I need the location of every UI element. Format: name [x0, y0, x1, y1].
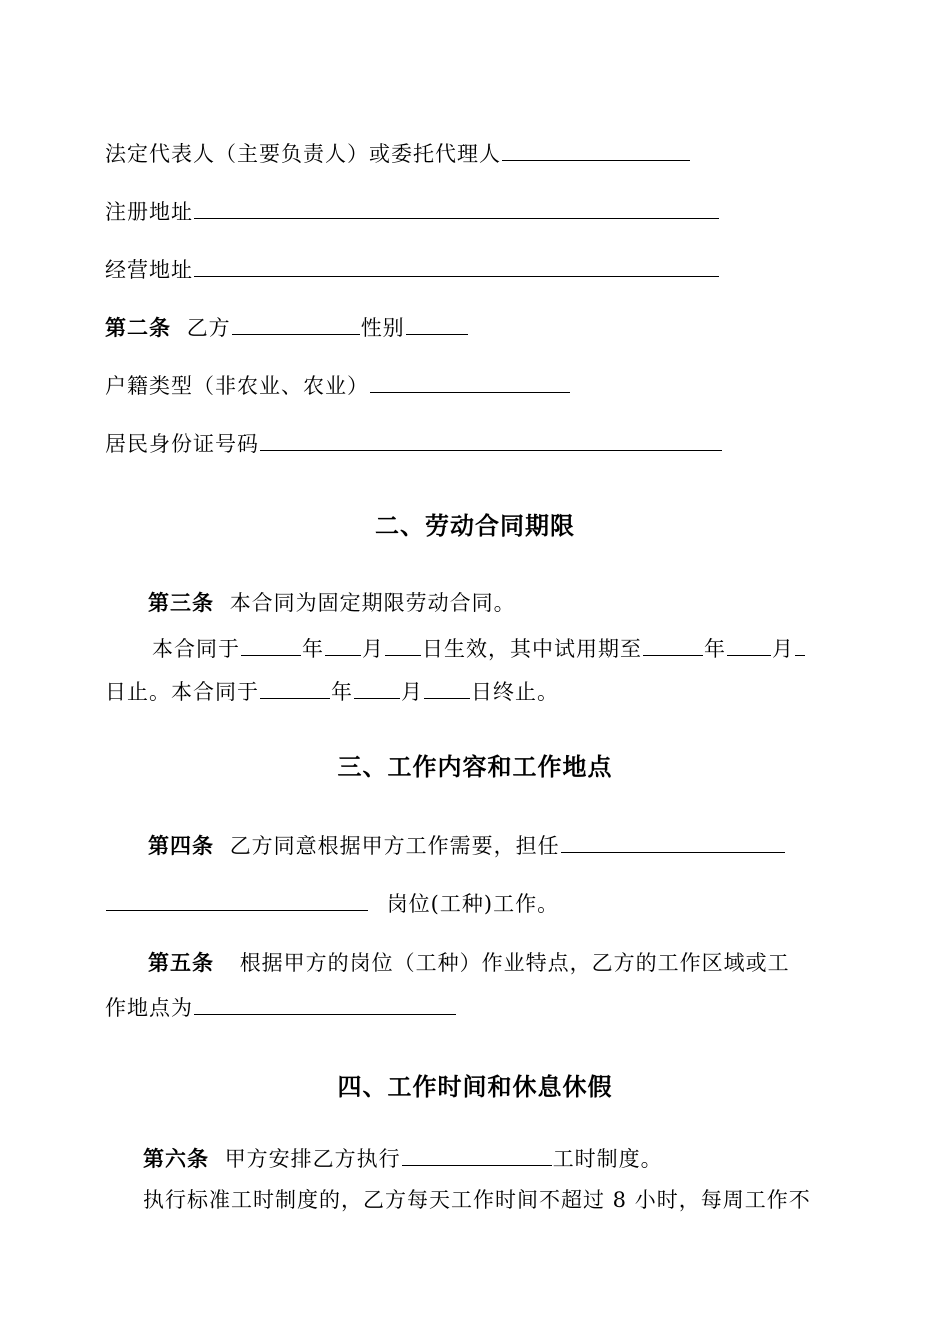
party-b-name-blank[interactable] — [232, 314, 360, 335]
position-blank-2[interactable] — [106, 890, 368, 911]
legal-rep-blank[interactable] — [502, 140, 690, 161]
end-year-blank[interactable] — [260, 678, 330, 699]
id-number-label: 居民身份证号码 — [105, 432, 259, 456]
year-label: 年 — [331, 680, 353, 704]
end-day-blank[interactable] — [424, 678, 470, 699]
start-year-blank[interactable] — [241, 635, 301, 656]
gender-label: 性别 — [360, 316, 405, 340]
end-month-blank[interactable] — [354, 678, 400, 699]
id-number-blank[interactable] — [260, 430, 722, 451]
registered-address-blank[interactable] — [194, 198, 719, 219]
article-4-text: 乙方同意根据甲方工作需要，担任 — [229, 834, 560, 858]
probation-month-blank[interactable] — [727, 635, 771, 656]
hukou-label: 户籍类型（非农业、农业） — [105, 374, 369, 398]
id-number-line — [105, 429, 723, 459]
registered-address-label: 注册地址 — [105, 200, 193, 224]
article-2-title: 第二条 — [105, 316, 171, 340]
article-4-title: 第四条 — [148, 834, 214, 858]
article-4-continuation — [105, 889, 559, 919]
article-3-text: 本合同为固定期限劳动合同。 — [229, 591, 516, 615]
hukou-blank[interactable] — [370, 372, 570, 393]
article-4-line — [148, 831, 786, 861]
month-label: 月 — [401, 680, 423, 704]
start-day-blank[interactable] — [385, 635, 421, 656]
article-6-title: 第六条 — [143, 1147, 209, 1171]
termination-date-line — [105, 677, 559, 707]
party-b-label: 乙方 — [186, 316, 231, 340]
legal-rep-label: 法定代表人（主要负责人）或委托代理人 — [105, 142, 501, 166]
article-6-line — [143, 1144, 663, 1174]
article-5-continuation — [105, 993, 457, 1023]
work-location-blank[interactable] — [194, 994, 456, 1015]
start-month-blank[interactable] — [325, 635, 361, 656]
registered-address-line — [105, 197, 720, 227]
article-5-title: 第五条 — [148, 951, 214, 975]
article-5-cont-text: 作地点为 — [105, 996, 193, 1020]
article-2-line — [105, 313, 469, 343]
probation-text: 日生效，其中试用期至 — [422, 637, 642, 661]
article-5-line — [148, 948, 790, 978]
year-label: 年 — [302, 637, 324, 661]
article-6-tail: 工时制度。 — [552, 1147, 663, 1171]
article-6-text: 甲方安排乙方执行 — [224, 1147, 401, 1171]
termination-text: 日止。本合同于 — [105, 680, 259, 704]
article-6-p2-text: 执行标准工时制度的，乙方每天工作时间不超过 8 小时，每周工作不 — [143, 1188, 811, 1212]
year-label: 年 — [704, 637, 726, 661]
probation-year-blank[interactable] — [643, 635, 703, 656]
probation-day-blank[interactable] — [795, 635, 805, 656]
article-4-cont-text: 岗位(工种)工作。 — [386, 892, 560, 916]
effective-text: 本合同于 — [152, 637, 240, 661]
month-label: 月 — [772, 637, 794, 661]
section-3-heading: 三、工作内容和工作地点 — [337, 753, 613, 781]
article-5-text: 根据甲方的岗位（工种）作业特点，乙方的工作区域或工 — [239, 951, 790, 975]
work-hours-system-blank[interactable] — [402, 1145, 552, 1166]
business-address-line — [105, 255, 720, 285]
termination-end-text: 日终止。 — [471, 680, 559, 704]
legal-rep-line — [105, 139, 691, 169]
position-blank[interactable] — [561, 832, 785, 853]
business-address-blank[interactable] — [194, 256, 719, 277]
article-6-paragraph-2 — [143, 1185, 811, 1215]
effective-date-line — [152, 634, 806, 664]
article-3-line — [148, 588, 516, 618]
section-2-heading: 二、劳动合同期限 — [375, 512, 575, 540]
article-3-title: 第三条 — [148, 591, 214, 615]
section-4-heading: 四、工作时间和休息休假 — [337, 1073, 613, 1101]
business-address-label: 经营地址 — [105, 258, 193, 282]
month-label: 月 — [362, 637, 384, 661]
gender-blank[interactable] — [406, 314, 468, 335]
hukou-line — [105, 371, 571, 401]
